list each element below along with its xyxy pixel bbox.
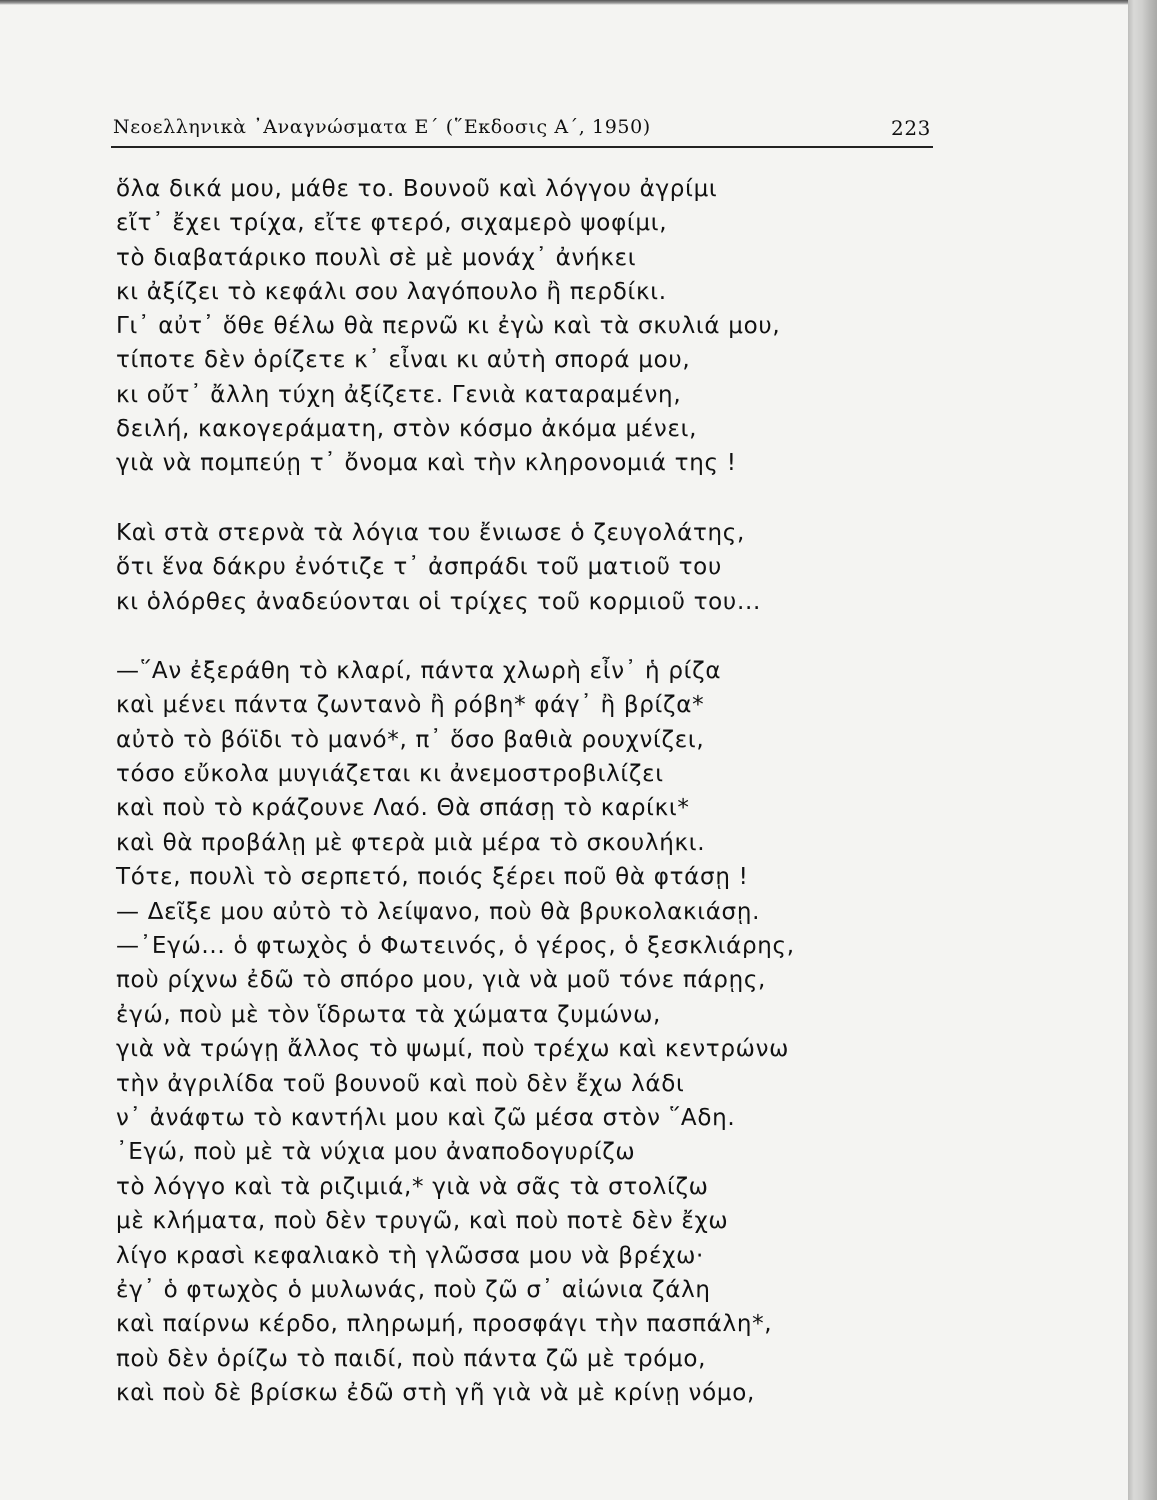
verse-line: γιὰ νὰ τρώγῃ ἄλλος τὸ ψωμί, ποὺ τρέχω καὶ κεντρώνω: [116, 1036, 790, 1063]
verse-line: ὅτι ἕνα δάκρυ ἐνότιζε τ᾿ ἀσπράδι τοῦ ματιοῦ του: [116, 554, 722, 581]
running-header-title: Νεοελληνικὰ ᾿Αναγνώσματα Ε΄ (῞Εκδοσις Α΄, 1950): [113, 116, 651, 138]
verse-line: τίποτε δὲν ὁρίζετε κ᾿ εἶναι κι αὐτὴ σπορά μου,: [116, 347, 691, 374]
verse-line: λίγο κρασὶ κεφαλιακὸ τὴ γλῶσσα μου νὰ βρέχω·: [116, 1242, 705, 1269]
stanza-3-continued: [116, 688, 795, 1410]
verse-line: ν᾿ ἀνάφτω τὸ καντήλι μου καὶ ζῶ μέσα στὸν ῞Αδη.: [116, 1104, 736, 1131]
verse-line: —᾿Εγώ... ὁ φτωχὸς ὁ Φωτεινός, ὁ γέρος, ὁ ξεσκλιάρης,: [116, 933, 795, 960]
verse-line: ᾿Εγώ, ποὺ μὲ τὰ νύχια μου ἀναποδογυρίζω: [116, 1139, 636, 1166]
verse-line: καὶ ποὺ τὸ κράζουνε Λαό. Θὰ σπάσῃ τὸ καρίκι*: [116, 795, 690, 822]
verse-line: δειλή, κακογεράματη, στὸν κόσμο ἀκόμα μένει,: [116, 416, 698, 443]
verse-line: κι ὁλόρθες ἀναδεύονται οἱ τρίχες τοῦ κορμιοῦ του...: [116, 588, 761, 615]
verse-line: Τότε, πουλὶ τὸ σερπετό, ποιός ξέρει ποῦ θὰ φτάσῃ !: [116, 864, 749, 891]
verse-line: καὶ θὰ προβάλῃ μὲ φτερὰ μιὰ μέρα τὸ σκουλήκι.: [116, 829, 706, 856]
verse-line: κι ἀξίζει τὸ κεφάλι σου λαγόπουλο ἢ περδίκι.: [116, 278, 667, 305]
stanza-2: [116, 516, 761, 619]
page-stack-edge: [1128, 0, 1157, 1500]
verse-line: ἐγώ, ποὺ μὲ τὸν ἵδρωτα τὰ χώματα ζυμώνω,: [116, 1001, 662, 1028]
verse-line: Καὶ στὰ στερνὰ τὰ λόγια του ἔνιωσε ὁ ζευγολάτης,: [116, 520, 745, 546]
verse-line: καὶ ποὺ δὲ βρίσκω ἐδῶ στὴ γῆ γιὰ νὰ μὲ κρίνῃ νόμο,: [116, 1380, 755, 1407]
verse-line: κι οὔτ᾿ ἄλλη τύχη ἀξίζετε. Γενιὰ καταραμένη,: [116, 381, 682, 408]
running-header: [111, 114, 933, 148]
verse-line: Γι᾿ αὐτ᾿ ὅθε θέλω θὰ περνῶ κι ἐγὼ καὶ τὰ σκυλιά μου,: [116, 313, 781, 340]
verse-line: τὸ λόγγο καὶ τὰ ριζιμιά,* γιὰ νὰ σᾶς τὰ στολίζω: [116, 1173, 709, 1200]
verse-line: —῞Αν ἐξεράθη τὸ κλαρί, πάντα χλωρὴ εἶν᾿ ἡ ρίζα: [116, 658, 722, 684]
verse-line: εἴτ᾿ ἔχει τρίχα, εἴτε φτερό, σιχαμερὸ ψοφίμι,: [116, 210, 668, 237]
top-edge-shadow: [0, 0, 1128, 5]
page-number: 223: [891, 116, 931, 140]
verse-line: — Δεῖξε μου αὐτὸ τὸ λείψανο, ποὺ θὰ βρυκολακιάσῃ.: [116, 898, 761, 925]
verse-line: τὴν ἀγριλίδα τοῦ βουνοῦ καὶ ποὺ δὲν ἔχω λάδι: [116, 1070, 685, 1097]
verse-line: ποὺ ρίχνω ἐδῶ τὸ σπόρο μου, γιὰ νὰ μοῦ τόνε πάρῃς,: [116, 967, 767, 994]
verse-line: ποὺ δὲν ὁρίζω τὸ παιδί, ποὺ πάντα ζῶ μὲ τρόμο,: [116, 1345, 707, 1372]
verse-line: αὐτὸ τὸ βόϊδι τὸ μανό*, π᾿ ὅσο βαθιὰ ρουχνίζει,: [116, 726, 705, 753]
verse-line: καὶ παίρνω κέρδο, πληρωμή, προσφάγι τὴν πασπάλη*,: [116, 1311, 773, 1338]
verse-line: τὸ διαβατάρικο πουλὶ σὲ μὲ μονάχ᾿ ἀνήκει: [116, 244, 637, 271]
verse-line: ἐγ᾿ ὁ φτωχὸς ὁ μυλωνάς, ποὺ ζῶ σ᾿ αἰώνια ζάλη: [116, 1276, 711, 1303]
verse-line: μὲ κλήματα, ποὺ δὲν τρυγῶ, καὶ ποὺ ποτὲ δὲν ἔχω: [116, 1208, 729, 1235]
verse-line: καὶ μένει πάντα ζωντανὸ ἢ ρόβη* φάγ᾿ ἢ βρίζα*: [116, 692, 705, 719]
verse-line: τόσο εὔκολα μυγιάζεται κι ἀνεμοστροβιλίζει: [116, 761, 664, 788]
verse-line: γιὰ νὰ πομπεύῃ τ᾿ ὄνομα καὶ τὴν κληρονομιά της !: [116, 450, 737, 477]
stanza-1: [116, 172, 780, 481]
stanza-3-opening-line: [116, 654, 721, 688]
verse-line: ὅλα δικά μου, μάθε το. Βουνοῦ καὶ λόγγου ἀγρίμι: [116, 176, 718, 202]
